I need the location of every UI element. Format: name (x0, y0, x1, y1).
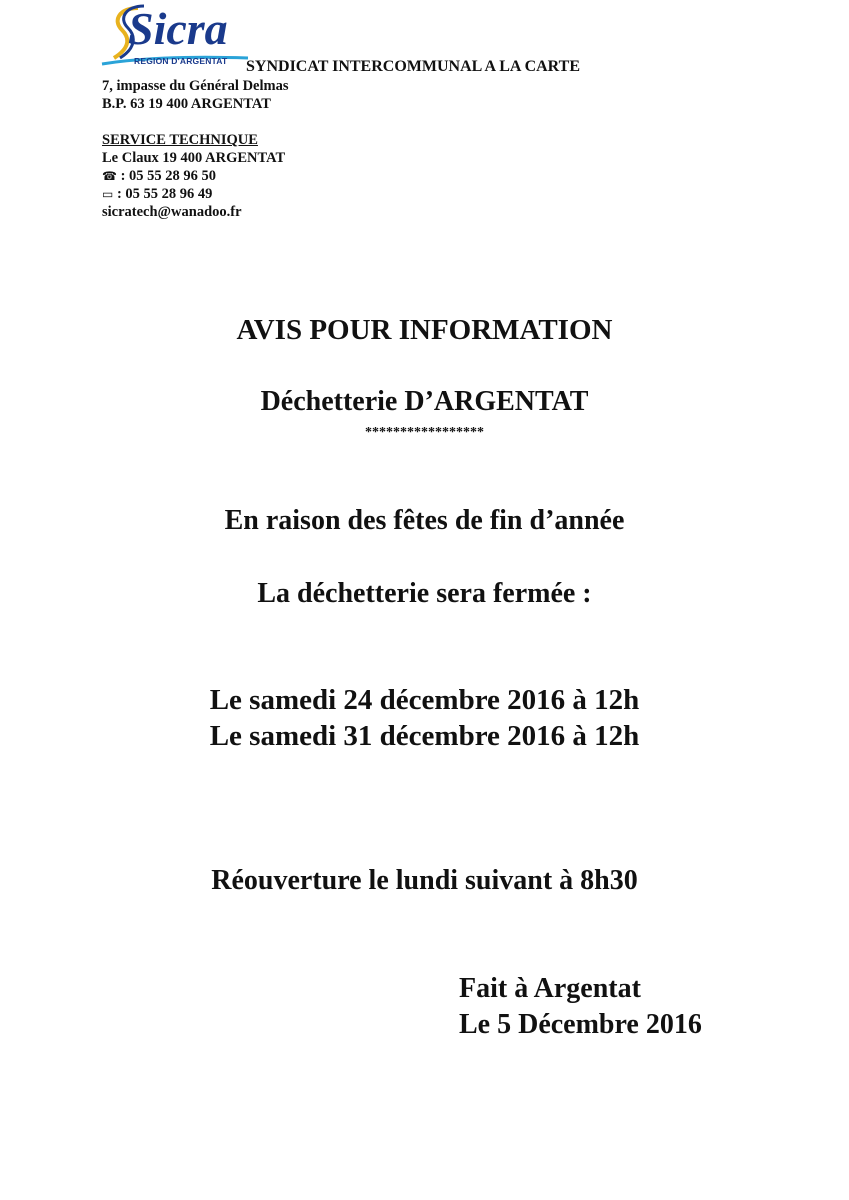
phone-icon: ☎ (102, 169, 117, 183)
address-line-1: 7, impasse du Général Delmas (102, 78, 289, 94)
signature-place: Fait à Argentat (459, 973, 641, 1004)
fax-number: : 05 55 28 96 49 (116, 186, 213, 202)
closure-date-1: Le samedi 24 décembre 2016 à 12h (209, 684, 640, 716)
reopening-notice: Réouverture le lundi suivant à 8h30 (211, 865, 638, 896)
notice-title: AVIS POUR INFORMATION (236, 314, 613, 346)
closure-date-2: Le samedi 31 décembre 2016 à 12h (209, 720, 640, 752)
fax-icon: ▭ (102, 187, 114, 201)
organization-name: SYNDICAT INTERCOMMUNAL A LA CARTE (246, 58, 581, 75)
service-address: Le Claux 19 400 ARGENTAT (102, 150, 286, 166)
address-line-2: B.P. 63 19 400 ARGENTAT (102, 96, 271, 112)
email-line: sicratech@wanadoo.fr (102, 204, 242, 220)
closure-reason: En raison des fêtes de fin d’année (224, 505, 625, 536)
phone-line (102, 167, 216, 185)
fax-line (102, 185, 212, 203)
notice-subtitle: Déchetterie D’ARGENTAT (260, 386, 589, 417)
phone-number: : 05 55 28 96 50 (120, 168, 217, 184)
service-title: SERVICE TECHNIQUE (102, 132, 258, 148)
logo-subtitle: REGION D'ARGENTAT (134, 56, 228, 66)
logo-wordmark: Sicra (128, 3, 228, 54)
signature-date: Le 5 Décembre 2016 (459, 1009, 702, 1040)
sicra-logo (100, 2, 250, 70)
separator: ***************** (365, 425, 484, 440)
closure-intro: La déchetterie sera fermée : (257, 578, 592, 609)
